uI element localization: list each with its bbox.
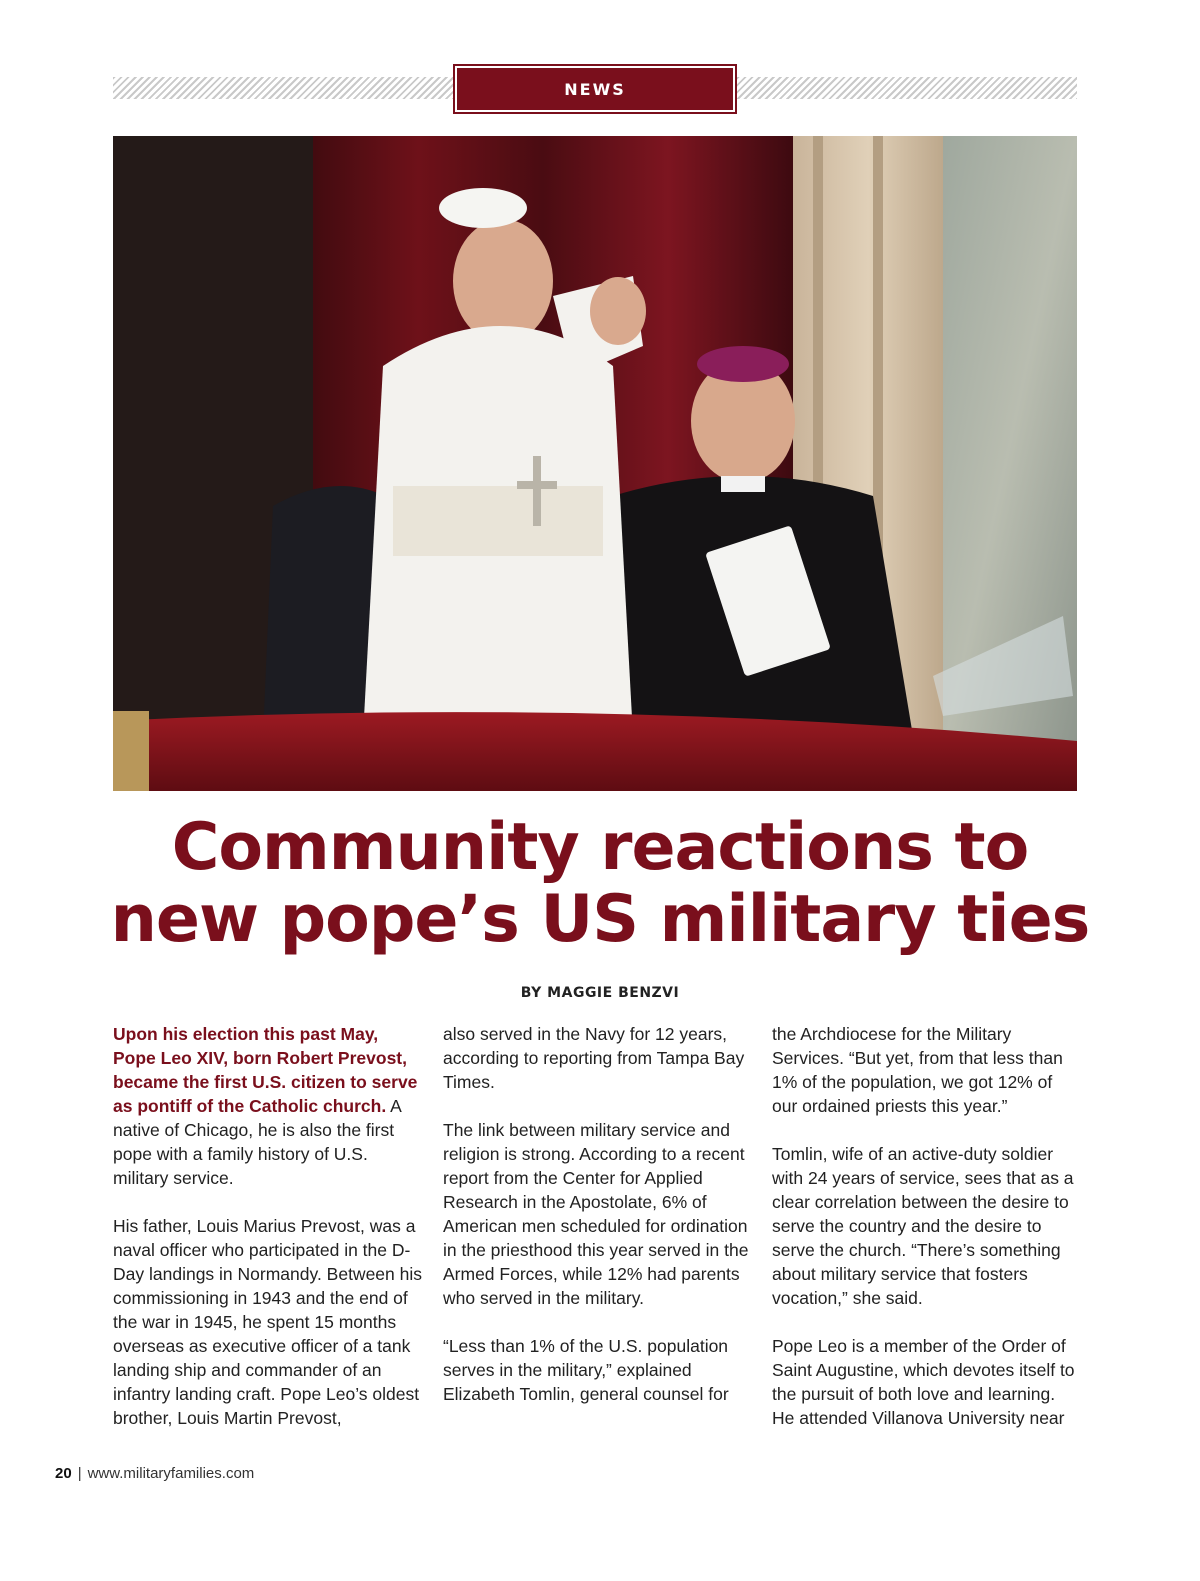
section-label: NEWS [564,79,626,99]
section-header [113,64,1077,114]
paragraph: also served in the Navy for 12 years, according to reporting from Tampa Bay Times. [443,1024,745,1092]
paragraph: “Less than 1% of the U.S. population serves in the military,” explained Elizabeth Tomlin, general counsel for [443,1336,729,1404]
article-column-2 [443,1022,753,1430]
page-number: 20 [55,1465,72,1482]
section-badge [453,64,737,114]
paragraph: Pope Leo is a member of the Order of Saint Augustine, which devotes itself to the pursuit of both love and learning. He attended Villanova University near [772,1336,1075,1428]
article-photo [113,136,1077,791]
paragraph: the Archdiocese for the Military Services. “But yet, from that less than 1% of the population, we got 12% of our ordained priests this year.” [772,1024,1063,1116]
hatch-decoration-left [113,77,453,99]
paragraph: Tomlin, wife of an active-duty soldier with 24 years of service, sees that as a clear correlation between the desire to serve the country and the desire to serve the church. “There’s something about military service that fosters vocation,” she said. [772,1144,1074,1308]
paragraph-text: A native of Chicago, he is also the first pope with a family history of U.S. military service. [113,1096,401,1188]
footer-separator: | [77,1465,82,1482]
lede-text: Upon his election this past May, Pope Leo XIV, born Robert Prevost, became the first U.S. citizen to serve as pontiff of the Catholic church. [113,1024,418,1116]
article-headline [60,812,1140,956]
website-link[interactable]: www.militaryfamilies.com [87,1465,255,1482]
headline-line-1: Community reactions to [171,810,1029,885]
photo-illustration [113,136,1077,791]
paragraph [113,1022,423,1190]
headline-line-2: new pope’s US military ties [110,882,1090,957]
paragraph: His father, Louis Marius Prevost, was a naval officer who participated in the D-Day landings in Normandy. Between his commissioning in 1943 and the end of the war in 1945, he spent 15 months overseas as executive officer of a tank landing ship and commander of an infantry landing craft. Pope Leo’s oldest brother, Louis Martin Prevost, [113,1216,423,1428]
article-column-3 [772,1022,1082,1454]
byline: BY MAGGIE BENZVI [520,985,680,1001]
paragraph: The link between military service and religion is strong. According to a recent report from the Center for Applied Research in the Apostolate, 6% of American men scheduled for ordination in the priesthood this year served in the Armed Forces, while 12% had parents who served in the military. [443,1120,749,1308]
article-column-1 [113,1022,423,1454]
hatch-decoration-right [737,77,1077,99]
page-footer [55,1465,254,1482]
